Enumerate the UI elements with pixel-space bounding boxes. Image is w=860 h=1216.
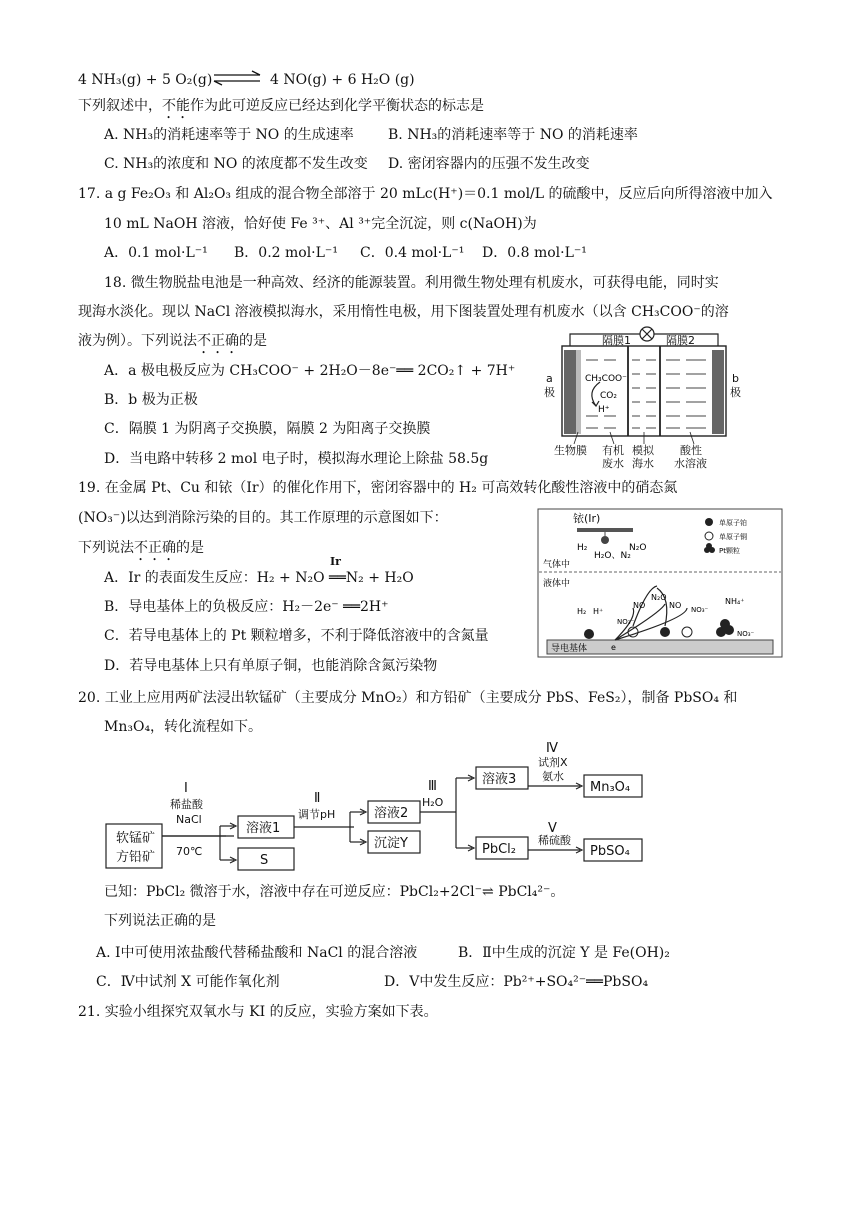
svg-text:70℃: 70℃	[176, 845, 203, 858]
q20-option-d: D．Ⅴ中发生反应：Pb²⁺+SO₄²⁻══PbSO₄	[384, 974, 649, 990]
q20-option-a: A. Ⅰ中可使用浓盐酸代替稀盐酸和 NaCl 的混合溶液	[96, 945, 418, 961]
svg-text:Ⅰ: Ⅰ	[184, 781, 188, 796]
svg-text:稀盐酸: 稀盐酸	[170, 798, 203, 811]
q20-stem-line2: Mn₃O₄，转化流程如下。	[104, 719, 263, 735]
svg-text:Ⅱ: Ⅱ	[314, 791, 321, 806]
q18-option-c: C．隔膜 1 为阴离子交换膜，隔膜 2 为阳离子交换膜	[104, 421, 431, 437]
svg-text:水溶液: 水溶液	[674, 457, 707, 470]
svg-text:H₂: H₂	[577, 543, 588, 553]
q20-option-b: B．Ⅱ中生成的沉淀 Y 是 Fe(OH)₂	[458, 945, 670, 961]
ore-galena-label: 方铅矿	[116, 850, 156, 865]
svg-text:氨水: 氨水	[542, 770, 564, 783]
svg-text:H⁺: H⁺	[593, 607, 604, 616]
svg-text:Ⅳ: Ⅳ	[546, 741, 558, 756]
ore-manganese-label: 软锰矿	[116, 831, 156, 846]
svg-text:单原子铂: 单原子铂	[719, 519, 747, 527]
electrode-a	[564, 350, 576, 434]
q16-option-b: B. NH₃的消耗速率等于 NO 的消耗速率	[388, 127, 638, 143]
q16-stem: 下列叙述中，不能作为此可逆反应已经达到化学平衡状态的标志是	[78, 98, 484, 114]
q18-stem-line3: 液为例）。下列说法不正确的是	[78, 333, 267, 349]
svg-text:海水: 海水	[632, 457, 654, 470]
denitrification-diagram	[537, 508, 783, 658]
svg-text:废水: 废水	[602, 457, 624, 470]
mn3o4-label: Mn₃O₄	[590, 780, 631, 795]
q20-known-condition: 已知：PbCl₂ 微溶于水，溶液中存在可逆反应：PbCl₂+2Cl⁻⇌ PbCl₄²⁻。	[104, 884, 565, 900]
b-electrode-label: b	[732, 372, 739, 385]
iridium-label: 铱(Ir)	[573, 512, 601, 525]
q18-option-a: A．a 极电极反应为 CH₃COO⁻ + 2H₂O－8e⁻══ 2CO₂↑ + 7H⁺	[104, 363, 516, 379]
q20-option-c: C．Ⅳ中试剂 X 可能作氧化剂	[96, 974, 280, 990]
q19-stem-line2: (NO₃⁻)以达到消除污染的目的。其工作原理的示意图如下：	[78, 510, 448, 526]
process-flowchart	[100, 738, 660, 878]
q18-stem-line2: 现海水淡化。现以 NaCl 溶液模拟海水，采用惰性电极，用下图装置处理有机废水（以含 CH₃COO⁻的溶	[78, 304, 729, 320]
svg-text:NO: NO	[633, 601, 646, 610]
equilibrium-arrow-icon	[212, 68, 264, 88]
q19-stem-line1: 19. 在金属 Pt、Cu 和铱（Ir）的催化作用下，密闭容器中的 H₂ 可高效转化酸性溶液中的硝态氮	[78, 480, 678, 496]
svg-text:单原子铜: 单原子铜	[719, 533, 747, 541]
iridium-atom-icon	[601, 536, 609, 544]
svg-text:Ⅴ: Ⅴ	[548, 821, 557, 836]
biofilm-label: 生物膜	[554, 444, 587, 457]
q18-stem-line1: 18. 微生物脱盐电池是一种高效、经济的能源装置。利用微生物处理有机废水，可获得电能，同时实	[104, 275, 719, 291]
acidic-solution-label: 酸性	[680, 444, 702, 457]
svg-text:极: 极	[730, 386, 741, 399]
q17-option-a: A．0.1 mol·L⁻¹	[104, 245, 208, 261]
q19-option-c: C．若导电基体上的 Pt 颗粒增多，不利于降低溶液中的含氮量	[104, 628, 489, 644]
q16-option-c: C. NH₃的浓度和 NO 的浓度都不发生改变	[104, 156, 368, 172]
organic-wastewater-label: 有机	[602, 444, 624, 457]
q19-option-d: D．若导电基体上只有单原子铜，也能消除含氮污染物	[104, 658, 438, 674]
svg-text:NO₃⁻: NO₃⁻	[737, 630, 755, 638]
svg-text:e: e	[611, 643, 616, 652]
co2-label: CO₂	[600, 391, 617, 401]
a-electrode-label: a	[546, 372, 553, 385]
pbso4-label: PbSO₄	[590, 844, 630, 859]
gas-phase-label: 气体中	[543, 560, 571, 570]
svg-text:Ⅲ: Ⅲ	[428, 779, 437, 794]
q19-option-b: B．导电基体上的负极反应：H₂－2e⁻ ══2H⁺	[104, 599, 389, 615]
single-pt-atom-icon	[705, 518, 713, 526]
svg-text:极: 极	[544, 386, 555, 399]
q19-option-a: A．Ir 的表面发生反应：H₂ + N₂O ══N₂ + H₂O	[104, 570, 414, 586]
svg-text:试剂X: 试剂X	[538, 756, 568, 769]
desalination-cell-diagram	[540, 320, 750, 470]
solution-1-label: 溶液1	[246, 821, 281, 836]
q17-stem-line1: 17. a g Fe₂O₃ 和 Al₂O₃ 组成的混合物全部溶于 20 mLc(H⁺)＝0.1 mol/L 的硫酸中，反应后向所得溶液中加入	[78, 186, 773, 202]
membrane2-label: 隔膜2	[666, 334, 695, 347]
svg-text:调节pH: 调节pH	[298, 808, 336, 821]
svg-text:Pt颗粒: Pt颗粒	[719, 547, 740, 555]
q18-option-b: B．b 极为正极	[104, 392, 198, 408]
q17-option-d: D．0.8 mol·L⁻¹	[482, 245, 587, 261]
conductive-base-label: 导电基体	[551, 644, 588, 654]
svg-text:NO₃⁻: NO₃⁻	[691, 606, 709, 614]
q16-equation-left: 4 NH₃(g) + 5 O₂(g)	[78, 72, 213, 88]
solution-2-label: 溶液2	[374, 806, 409, 821]
q16-option-d: D. 密闭容器内的压强不发生改变	[388, 156, 590, 172]
simulated-seawater-label: 模拟	[632, 444, 654, 457]
q19-catalyst-label: Ir	[330, 555, 341, 568]
svg-text:H₂O: H₂O	[422, 796, 444, 809]
precipitate-y-label: 沉淀Y	[374, 836, 408, 851]
electrode-b	[712, 350, 724, 434]
svg-text:H₂: H₂	[577, 607, 587, 616]
svg-text:NaCl: NaCl	[176, 813, 202, 826]
q16-option-a: A. NH₃的消耗速率等于 NO 的生成速率	[104, 127, 354, 143]
lead-chloride-label: PbCl₂	[482, 842, 516, 857]
svg-text:N₂O: N₂O	[651, 593, 667, 602]
sulfur-label: S	[260, 853, 269, 868]
svg-text:N₂O: N₂O	[629, 543, 647, 553]
q21-stem-line1: 21. 实验小组探究双氧水与 KI 的反应，实验方案如下表。	[78, 1004, 438, 1020]
svg-text:NO₃⁻: NO₃⁻	[617, 618, 635, 626]
q17-stem-line2: 10 mL NaOH 溶液，恰好使 Fe ³⁺、Al ³⁺完全沉淀，则 c(NaOH)为	[104, 216, 537, 232]
svg-text:稀硫酸: 稀硫酸	[538, 834, 571, 847]
liquid-phase-label: 液体中	[543, 579, 571, 589]
q20-stem-line1: 20. 工业上应用两矿法浸出软锰矿（主要成分 MnO₂）和方铅矿（主要成分 PbS、FeS₂），制备 PbSO₄ 和	[78, 690, 738, 706]
q17-option-b: B．0.2 mol·L⁻¹	[234, 245, 338, 261]
acetate-ion-label: CH₃COO⁻	[585, 374, 627, 384]
q20-stem-question: 下列说法正确的是	[104, 913, 216, 929]
q17-option-c: C．0.4 mol·L⁻¹	[360, 245, 465, 261]
svg-text:H₂O、N₂: H₂O、N₂	[594, 551, 631, 561]
q18-option-d: D．当电路中转移 2 mol 电子时，模拟海水理论上除盐 58.5g	[104, 451, 489, 467]
solution-3-label: 溶液3	[482, 772, 517, 787]
svg-text:NO: NO	[669, 601, 682, 610]
q19-stem-line3: 下列说法不正确的是	[78, 540, 204, 556]
h-ion-label: H⁺	[598, 405, 610, 415]
svg-text:NH₄⁺: NH₄⁺	[725, 597, 745, 606]
membrane1-label: 隔膜1	[602, 334, 631, 347]
q16-equation-right: 4 NO(g) + 6 H₂O (g)	[270, 72, 415, 88]
single-cu-atom-icon	[705, 532, 713, 540]
